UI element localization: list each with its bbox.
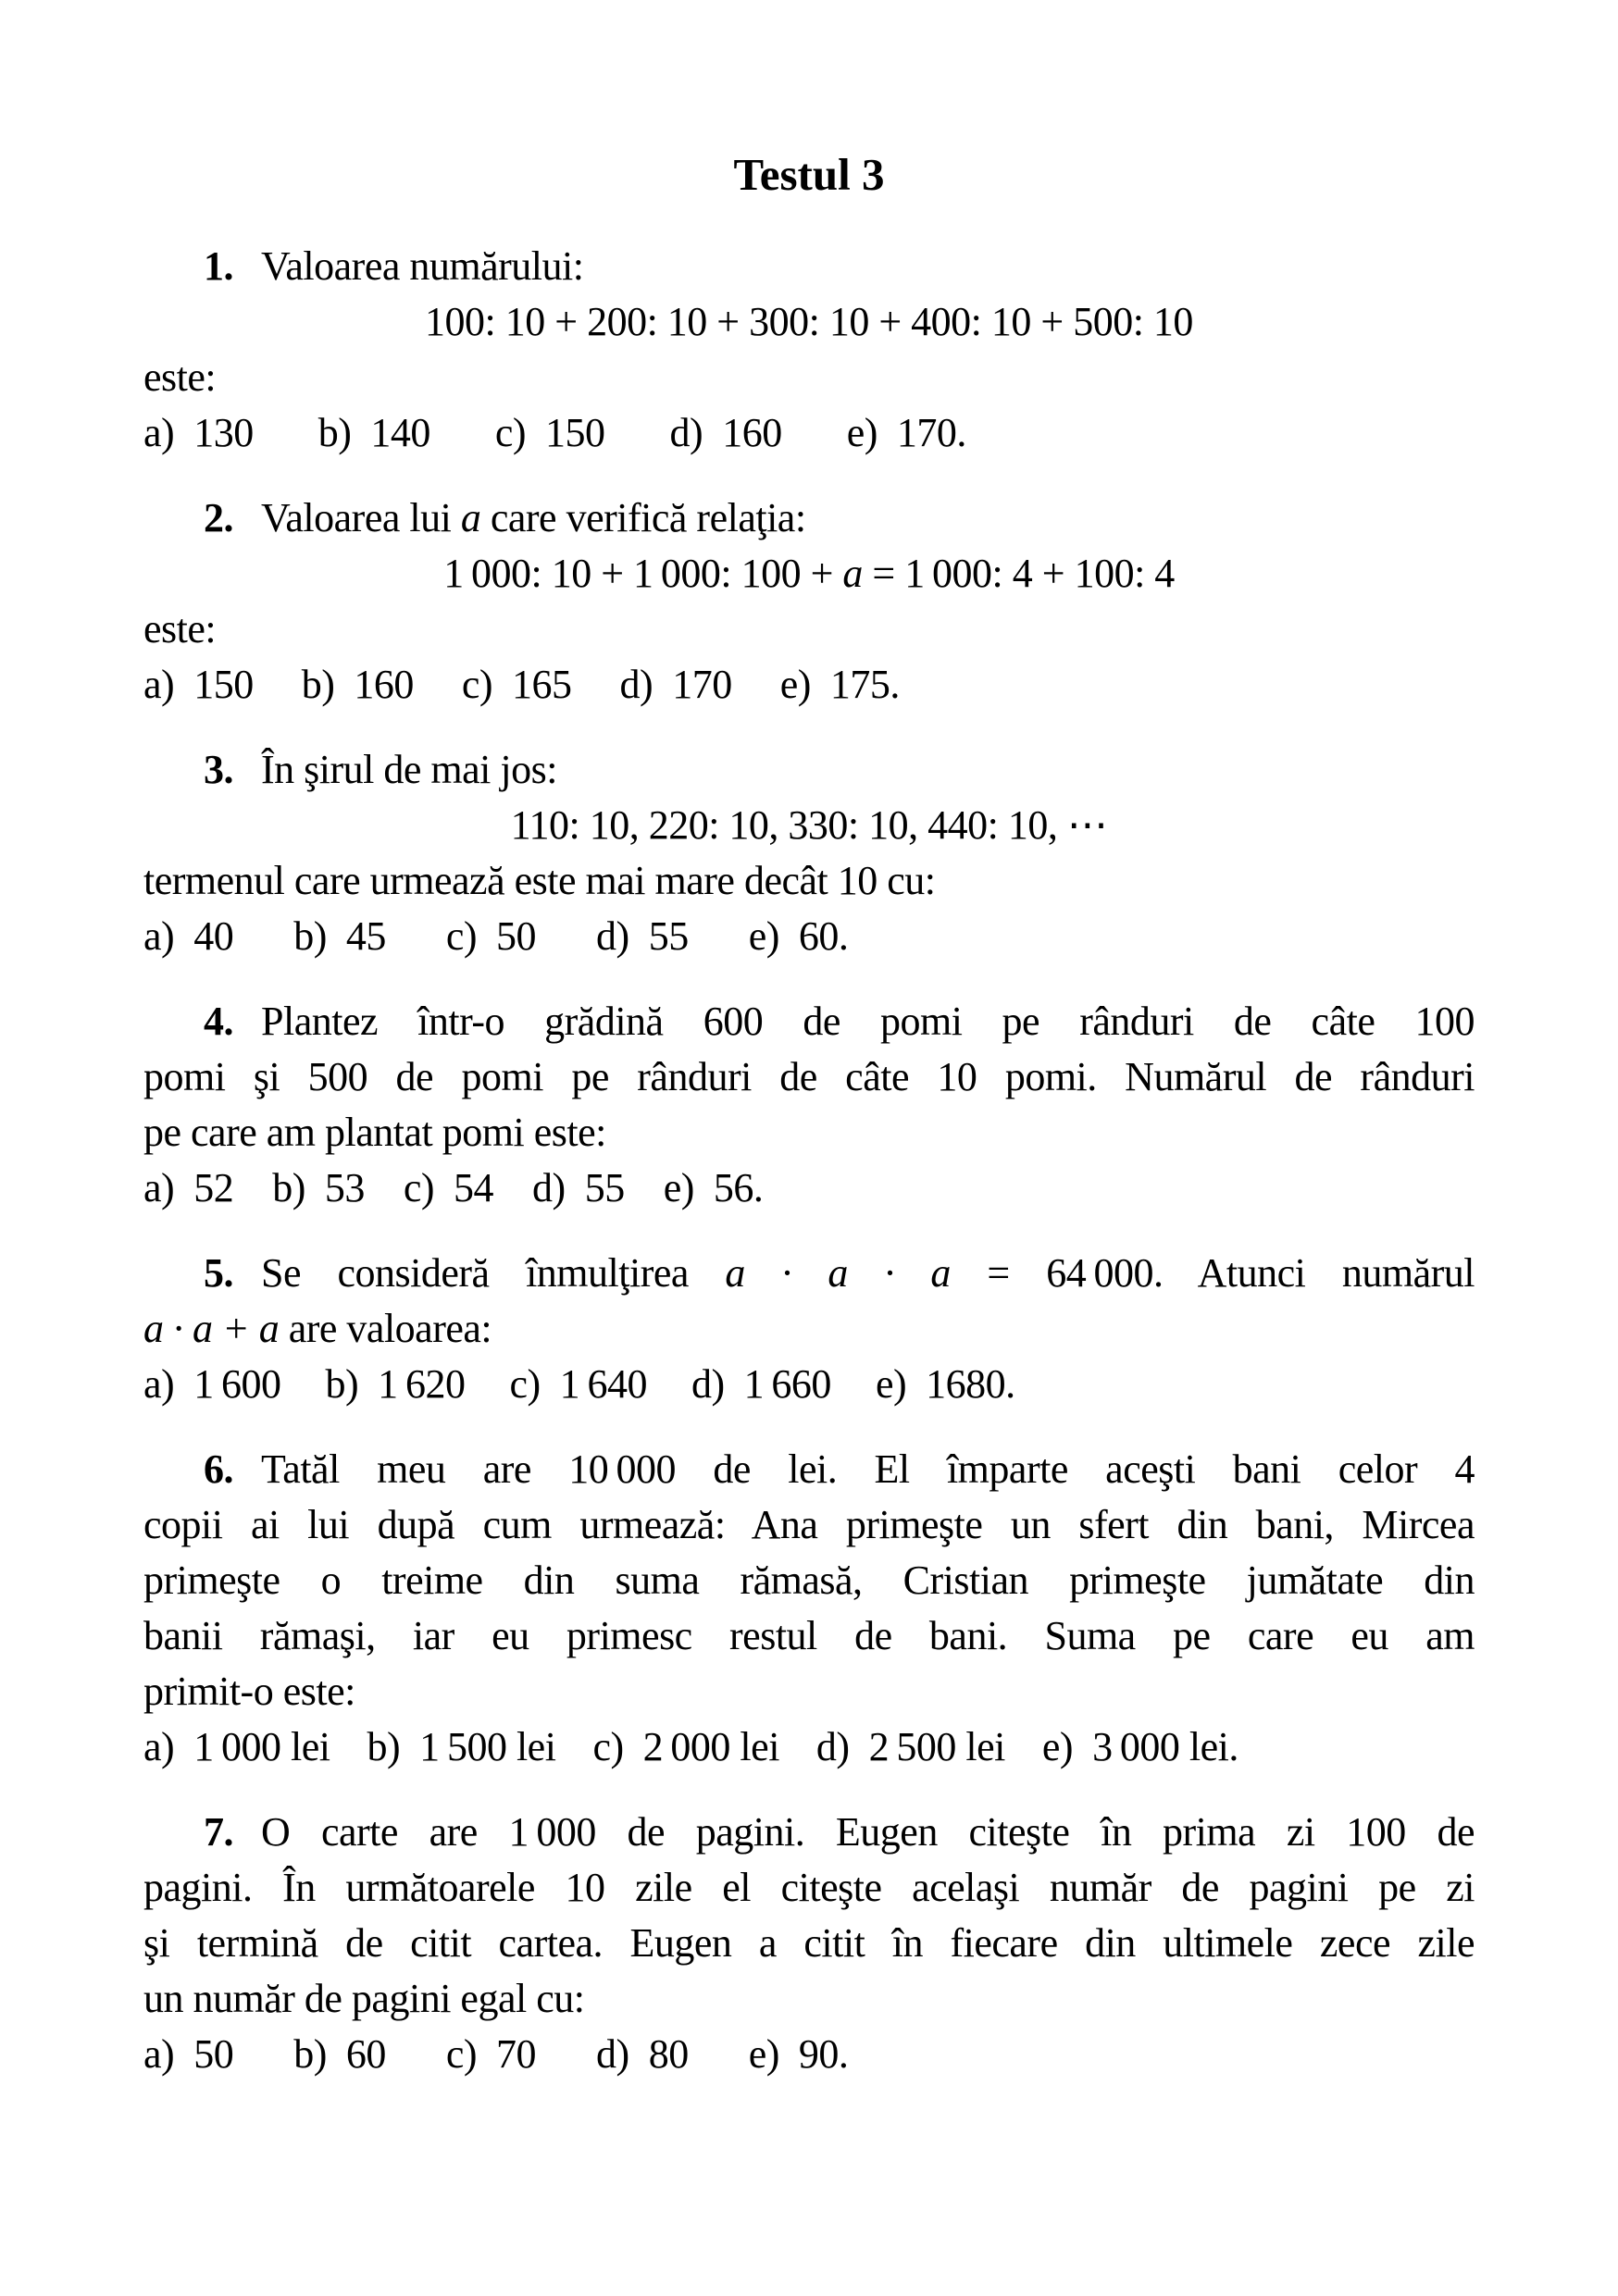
option-label: e) — [748, 2031, 779, 2077]
option-value: 1 660 — [743, 1361, 831, 1407]
option-label: b) — [367, 1724, 401, 1769]
option-label: e) — [779, 662, 811, 707]
problem-1 — [143, 239, 1475, 461]
problem-4 — [143, 994, 1475, 1216]
option-value: 90. — [798, 2031, 849, 2077]
option-label: d) — [691, 1361, 725, 1407]
option-value: 3 000 lei. — [1092, 1724, 1238, 1769]
option-label: e) — [748, 913, 779, 959]
option-label: b) — [293, 2031, 327, 2077]
statement-line — [143, 1860, 1475, 1916]
text-segment: banii rămaşi, iar eu primesc restul de bani. Suma pe care eu am — [143, 1613, 1475, 1658]
page-title: Testul 3 — [733, 149, 885, 200]
option-value: 60. — [798, 913, 849, 959]
option-label: a) — [143, 1724, 175, 1769]
option-label: d) — [596, 2031, 629, 2077]
answer-options — [143, 405, 1475, 461]
answer-options — [143, 1357, 1475, 1412]
answer-option — [749, 909, 849, 964]
answer-options — [143, 909, 1475, 964]
answer-option — [404, 1160, 493, 1216]
text-segment: 110: 10, 220: 10, 330: 10, 440: 10, ⋯ — [510, 802, 1108, 848]
statement-line — [143, 1442, 1475, 1497]
text-segment: pagini. În următoarele 10 zile el citeşte acelaşi număr de pagini pe zi — [143, 1865, 1475, 1910]
option-label: d) — [815, 1724, 850, 1769]
text-segment: Valoarea numărului: — [261, 243, 584, 289]
answer-options — [143, 1719, 1475, 1775]
option-value: 40 — [193, 913, 234, 959]
option-label: a) — [143, 662, 175, 707]
statement-line — [143, 1497, 1475, 1553]
option-label: a) — [143, 913, 175, 959]
option-label: c) — [445, 913, 478, 959]
answer-option — [143, 405, 254, 461]
option-label: e) — [663, 1165, 694, 1210]
answer-options — [143, 2027, 1475, 2082]
statement-line — [143, 490, 1475, 546]
equation — [143, 546, 1475, 602]
statement-line — [143, 350, 1475, 405]
statement-line — [143, 1553, 1475, 1608]
answer-option — [876, 1357, 1015, 1412]
text-segment: 1 000: 10 + 1 000: 100 + — [443, 551, 843, 596]
option-label: b) — [293, 913, 327, 959]
answer-option — [446, 909, 536, 964]
answer-option — [596, 909, 689, 964]
option-value: 1 620 — [378, 1361, 466, 1407]
option-label: c) — [461, 662, 493, 707]
answer-option — [143, 1160, 233, 1216]
option-value: 54 — [454, 1165, 494, 1210]
option-value: 2 000 lei — [642, 1724, 779, 1769]
answer-options — [143, 1160, 1475, 1216]
option-value: 70 — [496, 2031, 537, 2077]
answer-option — [446, 2027, 536, 2082]
text-segment: un număr de pagini egal cu: — [143, 1976, 585, 2021]
option-value: 50 — [496, 913, 537, 959]
statement-line — [143, 853, 1475, 909]
math-expression: a · a + a — [143, 1306, 280, 1351]
answer-option — [367, 1719, 555, 1775]
option-value: 1680. — [926, 1361, 1015, 1407]
statement-line — [143, 994, 1475, 1049]
equation — [143, 798, 1475, 853]
statement-line — [143, 1805, 1475, 1860]
answer-option — [318, 405, 430, 461]
option-value: 140 — [370, 410, 430, 455]
option-value: 170. — [896, 410, 966, 455]
text-segment: este: — [143, 606, 217, 652]
statement-line — [143, 239, 1475, 294]
option-value: 150 — [545, 410, 605, 455]
option-label: d) — [619, 662, 653, 707]
option-value: 1 640 — [559, 1361, 647, 1407]
option-value: 1 500 lei — [419, 1724, 556, 1769]
text-segment: 100: 10 + 200: 10 + 300: 10 + 400: 10 + 500: 10 — [425, 299, 1193, 344]
option-value: 160 — [354, 662, 414, 707]
option-label: a) — [143, 2031, 175, 2077]
option-label: c) — [445, 2031, 478, 2077]
answer-option — [143, 2027, 233, 2082]
option-value: 56. — [713, 1165, 764, 1210]
problem-number: 2. — [204, 495, 233, 540]
text-segment: primeşte o treime din suma rămasă, Cristian primeşte jumătate din — [143, 1558, 1475, 1603]
answer-option — [143, 1719, 330, 1775]
text-segment: copii ai lui după cum urmează: Ana primeşte un sfert din bani, Mircea — [143, 1502, 1475, 1547]
option-label: e) — [875, 1361, 907, 1407]
statement-line — [143, 1971, 1475, 2027]
answer-option — [592, 1719, 778, 1775]
statement-line — [143, 1608, 1475, 1664]
statement-line — [143, 1916, 1475, 1971]
problem-5 — [143, 1246, 1475, 1412]
option-label: a) — [143, 410, 175, 455]
text-segment: care verifică relaţia: — [480, 495, 806, 540]
text-segment: pe care am plantat pomi este: — [143, 1110, 606, 1155]
statement-line — [143, 1049, 1475, 1105]
answer-option — [1042, 1719, 1238, 1775]
answer-option — [293, 2027, 386, 2082]
problem-6 — [143, 1442, 1475, 1775]
text-segment: termenul care urmează este mai mare decât 10 cu: — [143, 858, 936, 903]
option-label: a) — [143, 1165, 175, 1210]
option-value: 55 — [584, 1165, 625, 1210]
option-value: 50 — [193, 2031, 234, 2077]
problem-number: 7. — [204, 1809, 233, 1855]
text-segment: O carte are 1 000 de pagini. Eugen citeşte în prima zi 100 de — [261, 1809, 1475, 1855]
answer-option — [143, 1357, 281, 1412]
problem-2 — [143, 490, 1475, 713]
answer-options — [143, 657, 1475, 713]
statement-line — [143, 1301, 1475, 1357]
option-label: c) — [509, 1361, 541, 1407]
problem-number: 1. — [204, 243, 233, 289]
statement-line — [143, 1105, 1475, 1160]
option-label: d) — [532, 1165, 566, 1210]
option-label: d) — [596, 913, 629, 959]
problem-3 — [143, 742, 1475, 964]
option-value: 170 — [672, 662, 732, 707]
option-value: 55 — [648, 913, 689, 959]
answer-option — [670, 405, 782, 461]
answer-option — [462, 657, 572, 713]
statement-line — [143, 1664, 1475, 1719]
text-segment: Valoarea lui — [261, 495, 461, 540]
problem-number: 3. — [204, 747, 233, 792]
answer-option — [780, 657, 900, 713]
option-value: 150 — [193, 662, 254, 707]
option-label: e) — [846, 410, 877, 455]
option-label: d) — [669, 410, 703, 455]
text-segment: În şirul de mai jos: — [261, 747, 557, 792]
answer-option — [816, 1719, 1005, 1775]
math-expression: a · a · a — [725, 1250, 951, 1296]
text-segment: primit-o este: — [143, 1669, 355, 1714]
answer-option — [143, 909, 233, 964]
option-label: b) — [272, 1165, 305, 1210]
answer-option — [302, 657, 414, 713]
answer-option — [691, 1357, 831, 1412]
option-value: 130 — [193, 410, 254, 455]
option-value: 53 — [324, 1165, 365, 1210]
statement-line — [143, 602, 1475, 657]
problem-number: 5. — [204, 1250, 233, 1296]
answer-option — [620, 657, 732, 713]
problem-7 — [143, 1805, 1475, 2082]
answer-option — [664, 1160, 764, 1216]
answer-option — [272, 1160, 365, 1216]
option-label: e) — [1041, 1724, 1074, 1769]
answer-option — [326, 1357, 466, 1412]
text-segment: pomi şi 500 de pomi pe rânduri de câte 10 pomi. Numărul de rânduri — [143, 1054, 1475, 1099]
problem-number: 4. — [204, 999, 233, 1044]
text-segment: are valoarea: — [279, 1306, 492, 1351]
option-value: 1 600 — [193, 1361, 281, 1407]
answer-option — [509, 1357, 647, 1412]
answer-option — [293, 909, 386, 964]
answer-option — [495, 405, 605, 461]
option-label: b) — [301, 662, 335, 707]
option-value: 60 — [345, 2031, 386, 2077]
option-label: c) — [403, 1165, 435, 1210]
option-value: 80 — [648, 2031, 689, 2077]
text-segment: = 1 000: 4 + 100: 4 — [862, 551, 1175, 596]
option-value: 1 000 lei — [193, 1724, 330, 1769]
math-expression: a — [460, 495, 481, 540]
option-value: 160 — [722, 410, 782, 455]
option-label: c) — [494, 410, 527, 455]
text-segment: Plantez într-o grădină 600 de pomi pe rânduri de câte 100 — [261, 999, 1475, 1044]
answer-option — [143, 657, 254, 713]
problem-number: 6. — [204, 1446, 233, 1492]
text-segment: = 64 000. Atunci numărul — [950, 1250, 1475, 1296]
option-label: c) — [592, 1724, 624, 1769]
problems — [143, 239, 1475, 2082]
option-label: b) — [325, 1361, 359, 1407]
statement-line — [143, 742, 1475, 798]
answer-option — [596, 2027, 689, 2082]
text-segment: Tatăl meu are 10 000 de lei. El împarte aceşti bani celor 4 — [261, 1446, 1475, 1492]
statement-line — [143, 1246, 1475, 1301]
text-segment: este: — [143, 354, 217, 400]
option-value: 52 — [193, 1165, 234, 1210]
option-label: b) — [317, 410, 352, 455]
option-value: 2 500 lei — [868, 1724, 1005, 1769]
equation — [143, 294, 1475, 350]
math-expression: a — [842, 551, 863, 596]
text-segment: şi termină de citit cartea. Eugen a citit în fiecare din ultimele zece zile — [143, 1920, 1475, 1966]
answer-option — [847, 405, 966, 461]
option-value: 45 — [345, 913, 386, 959]
text-segment: Se consideră înmulţirea — [261, 1250, 726, 1296]
option-value: 175. — [829, 662, 900, 707]
option-value: 165 — [512, 662, 572, 707]
answer-option — [532, 1160, 625, 1216]
answer-option — [749, 2027, 849, 2082]
option-label: a) — [143, 1361, 175, 1407]
